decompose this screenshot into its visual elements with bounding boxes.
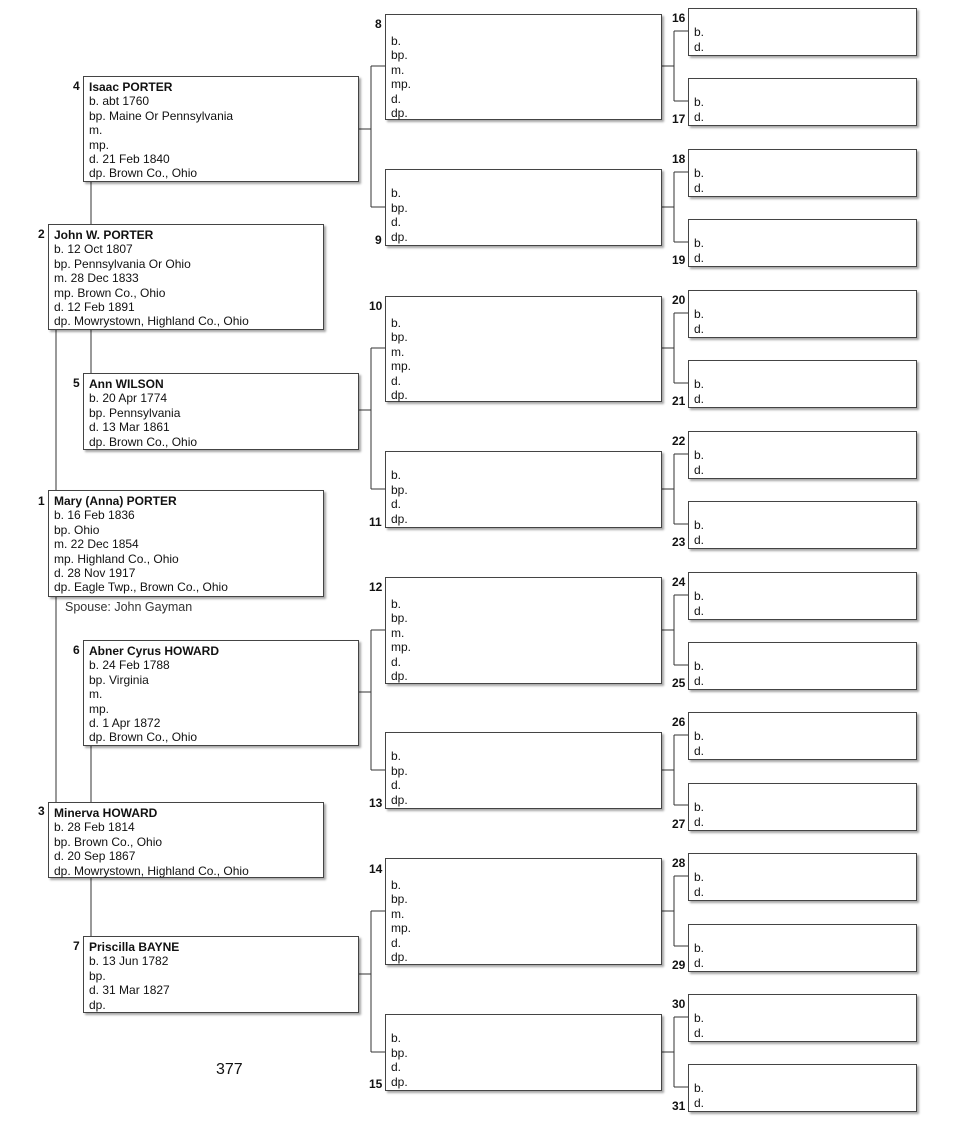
field-m: m. [391, 906, 405, 921]
person-box-9[interactable] [385, 169, 662, 246]
person-birthplace-1: bp. Ohio [54, 522, 100, 537]
field-d: d. [391, 778, 402, 793]
person-box-4[interactable] [83, 76, 359, 182]
field-d: d. [694, 603, 705, 618]
field-bp: bp. [391, 1045, 408, 1060]
field-mp: mp. [391, 640, 412, 655]
field-b: b. [694, 95, 705, 110]
person-number-5: 5 [73, 376, 80, 390]
connector-13 [661, 735, 688, 805]
person-number-21: 21 [672, 394, 686, 408]
person-number-29: 29 [672, 958, 686, 972]
page-number: 377 [216, 1061, 243, 1078]
person-birth-4: b. abt 1760 [89, 94, 150, 109]
field-d: d. [694, 1025, 705, 1040]
person-number-6: 6 [73, 643, 80, 657]
field-dp: dp. [391, 669, 408, 684]
field-b: b. [694, 589, 705, 604]
person-box-7[interactable] [83, 936, 359, 1013]
field-b: b. [391, 316, 402, 330]
person-box-19[interactable] [688, 219, 917, 267]
field-b: b. [391, 749, 402, 764]
person-box-17[interactable] [688, 78, 917, 126]
person-name-6: Abner Cyrus HOWARD [89, 644, 220, 658]
field-d: d. [694, 250, 705, 265]
field-b: b. [694, 25, 705, 40]
person-number-7: 7 [73, 939, 80, 953]
connector-9 [661, 172, 688, 242]
person-number-16: 16 [672, 11, 686, 25]
person-number-12: 12 [369, 580, 383, 594]
field-bp: bp. [391, 892, 408, 907]
person-name-5: Ann WILSON [89, 377, 164, 391]
person-box-27[interactable] [688, 783, 917, 831]
person-box-31[interactable] [688, 1064, 917, 1112]
person-marriageplace-6: mp. [89, 701, 110, 716]
person-death-7: d. 31 Mar 1827 [89, 983, 170, 998]
person-box-21[interactable] [688, 360, 917, 408]
field-b: b. [694, 729, 705, 744]
field-d: d. [694, 673, 705, 688]
person-deathplace-1: dp. Eagle Twp., Brown Co., Ohio [54, 580, 228, 595]
field-dp: dp. [391, 229, 408, 244]
field-bp: bp. [391, 330, 408, 345]
field-b: b. [391, 468, 402, 483]
field-d: d. [694, 462, 705, 477]
field-b: b. [391, 597, 402, 611]
person-name-7: Priscilla BAYNE [89, 940, 180, 954]
connector-7 [358, 911, 385, 1052]
person-deathplace-6: dp. Brown Co., Ohio [89, 730, 198, 745]
person-number-4: 4 [73, 79, 80, 93]
person-birthplace-7: bp. [89, 968, 106, 983]
person-deathplace-3: dp. Mowrystown, Highland Co., Ohio [54, 863, 249, 878]
person-box-15[interactable] [385, 1014, 662, 1091]
person-number-18: 18 [672, 152, 686, 166]
person-number-14: 14 [369, 862, 383, 876]
field-bp: bp. [391, 200, 408, 215]
person-number-31: 31 [672, 1099, 686, 1113]
field-bp: bp. [391, 611, 408, 626]
person-birth-5: b. 20 Apr 1774 [89, 391, 168, 406]
person-number-26: 26 [672, 715, 686, 729]
connector-14 [661, 876, 688, 946]
person-box-8[interactable] [385, 14, 662, 120]
field-bp: bp. [391, 482, 408, 497]
field-b: b. [694, 377, 705, 392]
person-birth-2: b. 12 Oct 1807 [54, 242, 133, 257]
field-d: d. [694, 180, 705, 195]
person-box-10[interactable] [385, 296, 662, 402]
person-box-11[interactable] [385, 451, 662, 528]
field-b: b. [694, 941, 705, 956]
person-name-2: John W. PORTER [54, 228, 154, 242]
person-death-5: d. 13 Mar 1861 [89, 420, 170, 435]
person-box-25[interactable] [688, 642, 917, 690]
person-death-4: d. 21 Feb 1840 [89, 152, 170, 167]
person-deathplace-2: dp. Mowrystown, Highland Co., Ohio [54, 314, 249, 329]
field-d: d. [391, 215, 402, 230]
person-number-2: 2 [38, 227, 45, 241]
person-box-1[interactable] [48, 490, 324, 597]
person-box-3[interactable] [48, 802, 324, 878]
person-deathplace-5: dp. Brown Co., Ohio [89, 434, 198, 449]
person-box-16[interactable] [688, 8, 917, 56]
field-m: m. [391, 625, 405, 640]
spouse-label: Spouse: John Gayman [65, 600, 193, 614]
person-number-8: 8 [375, 17, 382, 31]
field-d: d. [391, 497, 402, 512]
field-d: d. [391, 654, 402, 669]
field-d: d. [694, 39, 705, 54]
field-b: b. [391, 878, 402, 892]
person-death-6: d. 1 Apr 1872 [89, 716, 161, 731]
person-name-3: Minerva HOWARD [54, 806, 158, 820]
person-number-24: 24 [672, 575, 686, 589]
field-d: d. [391, 935, 402, 950]
person-number-23: 23 [672, 535, 686, 549]
person-box-18[interactable] [688, 149, 917, 197]
person-box-6[interactable] [83, 640, 359, 746]
field-d: d. [694, 814, 705, 829]
field-d: d. [694, 391, 705, 406]
person-number-10: 10 [369, 299, 383, 313]
person-death-2: d. 12 Feb 1891 [54, 300, 135, 315]
connector-11 [661, 454, 688, 524]
person-box-12[interactable] [385, 577, 662, 684]
person-deathplace-4: dp. Brown Co., Ohio [89, 166, 198, 181]
field-m: m. [391, 62, 405, 77]
field-dp: dp. [391, 106, 408, 121]
field-bp: bp. [391, 763, 408, 778]
person-birthplace-5: bp. Pennsylvania [89, 405, 181, 420]
person-box-20[interactable] [688, 290, 917, 338]
field-b: b. [694, 518, 705, 533]
person-marriageplace-2: mp. Brown Co., Ohio [54, 285, 166, 300]
field-b: b. [391, 1031, 402, 1046]
field-dp: dp. [391, 511, 408, 526]
person-number-25: 25 [672, 676, 686, 690]
field-b: b. [391, 34, 402, 48]
person-box-2[interactable] [48, 224, 324, 330]
field-b: b. [694, 236, 705, 251]
field-b: b. [391, 186, 402, 201]
field-mp: mp. [391, 77, 412, 92]
person-death-3: d. 20 Sep 1867 [54, 849, 136, 864]
field-b: b. [694, 166, 705, 181]
person-number-11: 11 [369, 515, 382, 529]
person-number-22: 22 [672, 434, 686, 448]
person-number-30: 30 [672, 997, 686, 1011]
person-marriage-2: m. 28 Dec 1833 [54, 271, 139, 286]
field-dp: dp. [391, 1074, 408, 1089]
person-marriageplace-4: mp. [89, 137, 110, 152]
person-box-28[interactable] [688, 853, 917, 901]
field-b: b. [694, 307, 705, 322]
field-mp: mp. [391, 359, 412, 374]
connector-8 [661, 31, 688, 101]
connector-12 [661, 595, 688, 665]
field-dp: dp. [391, 792, 408, 807]
field-d: d. [694, 955, 705, 970]
field-d: d. [694, 532, 705, 547]
person-box-24[interactable] [688, 572, 917, 620]
person-name-4: Isaac PORTER [89, 80, 173, 94]
field-d: d. [694, 109, 705, 124]
field-d: d. [694, 1095, 705, 1110]
person-birthplace-3: bp. Brown Co., Ohio [54, 834, 163, 849]
person-birth-6: b. 24 Feb 1788 [89, 658, 170, 673]
field-mp: mp. [391, 921, 412, 936]
person-number-3: 3 [38, 804, 45, 818]
field-dp: dp. [391, 388, 408, 403]
person-marriage-1: m. 22 Dec 1854 [54, 537, 139, 552]
person-number-19: 19 [672, 253, 686, 267]
person-number-20: 20 [672, 293, 686, 307]
person-birthplace-6: bp. Virginia [89, 672, 149, 687]
person-deathplace-7: dp. [89, 997, 106, 1012]
person-marriage-6: m. [89, 687, 103, 702]
person-number-28: 28 [672, 856, 686, 870]
person-box-26[interactable] [688, 712, 917, 760]
connector-15 [661, 1017, 688, 1087]
person-box-14[interactable] [385, 858, 662, 965]
field-m: m. [391, 344, 405, 359]
person-name-1: Mary (Anna) PORTER [54, 494, 177, 508]
field-dp: dp. [391, 950, 408, 965]
person-box-5[interactable] [83, 373, 359, 450]
person-birthplace-2: bp. Pennsylvania Or Ohio [54, 256, 191, 271]
person-marriageplace-1: mp. Highland Co., Ohio [54, 551, 179, 566]
person-marriage-4: m. [89, 123, 103, 138]
person-number-27: 27 [672, 817, 686, 831]
person-death-1: d. 28 Nov 1917 [54, 566, 136, 581]
connector-4 [358, 66, 385, 207]
field-b: b. [694, 870, 705, 885]
person-box-30[interactable] [688, 994, 917, 1042]
field-d: d. [694, 743, 705, 758]
field-b: b. [694, 448, 705, 463]
field-d: d. [694, 884, 705, 899]
field-d: d. [391, 91, 402, 106]
person-number-17: 17 [672, 112, 686, 126]
field-d: d. [391, 373, 402, 388]
person-birthplace-4: bp. Maine Or Pennsylvania [89, 108, 234, 123]
field-b: b. [694, 659, 705, 674]
field-d: d. [391, 1060, 402, 1075]
person-box-13[interactable] [385, 732, 662, 809]
person-box-29[interactable] [688, 924, 917, 972]
person-box-22[interactable] [688, 431, 917, 479]
person-number-1: 1 [38, 494, 45, 508]
field-d: d. [694, 321, 705, 336]
connector-6 [358, 630, 385, 770]
connector-10 [661, 313, 688, 383]
person-number-13: 13 [369, 796, 383, 810]
field-b: b. [694, 800, 705, 815]
person-birth-3: b. 28 Feb 1814 [54, 820, 135, 835]
field-b: b. [694, 1081, 705, 1096]
person-birth-7: b. 13 Jun 1782 [89, 954, 169, 969]
person-number-9: 9 [375, 233, 382, 247]
person-birth-1: b. 16 Feb 1836 [54, 508, 135, 523]
field-b: b. [694, 1011, 705, 1026]
person-box-23[interactable] [688, 501, 917, 549]
connector-5 [358, 348, 385, 489]
person-number-15: 15 [369, 1077, 383, 1091]
field-bp: bp. [391, 48, 408, 63]
